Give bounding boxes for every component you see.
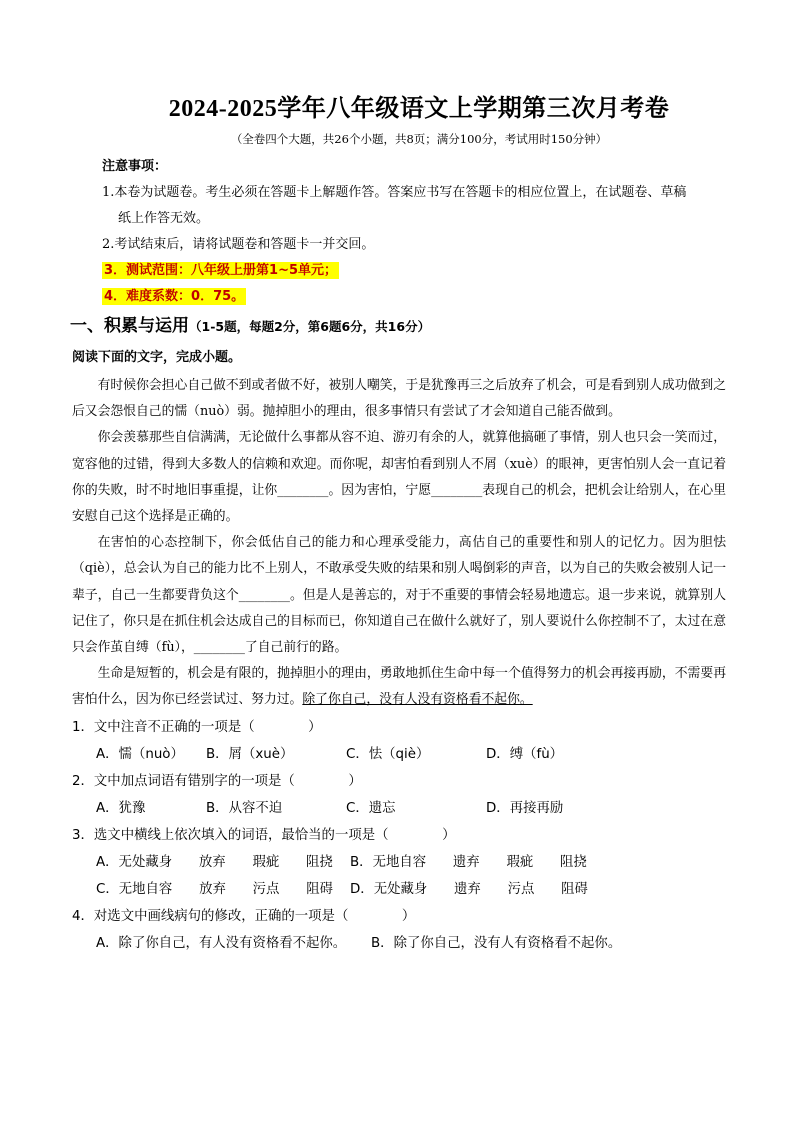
- notice-item-1: 1.本卷为试题卷。考生必须在答题卡上解题作答。答案应书写在答题卡的相应位置上，在试题卷、草稿: [102, 185, 687, 200]
- passage-paragraph-2: 你会羡慕那些自信满满，无论做什么事都从容不迫、游刃有余的人，就算他搞砸了事情，别人也只会一笑而过，宽容他的过错，得到大多数人的信赖和欢迎。而你呢，却害怕看到别人不屑（xuè）的眼神，更害怕别人会一直记着你的失败，时不时地旧事重提，让你________。因为害怕，宁愿________表现自己的机会，把机会让给别人，在心里安慰自己这个选择是正确的。: [72, 430, 726, 525]
- question-3-options-row1: [96, 849, 724, 876]
- option-b[interactable]: B．从容不迫: [206, 800, 283, 816]
- option-d[interactable]: D．无处藏身 遗弃 污点 阻碍: [350, 881, 588, 897]
- section-score-note: （1-5题，每题2分，第6题6分，共16分）: [189, 319, 431, 334]
- option-d[interactable]: D．再接再励: [486, 800, 564, 816]
- notice-item-1-cont: 纸上作答无效。: [118, 211, 210, 226]
- notice-heading: 注意事项：: [102, 159, 168, 174]
- question-1-stem: 1．文中注音不正确的一项是（ ）: [72, 719, 322, 735]
- highlight-difficulty: 4．难度系数：0．75。: [104, 289, 245, 304]
- option-c[interactable]: C．无地自容 放弃 污点 阻碍: [96, 881, 333, 897]
- question-2-stem: 2．文中加点词语有错别字的一项是（ ）: [72, 773, 362, 789]
- option-a[interactable]: A．除了你自己，有人没有资格看不起你。: [96, 935, 347, 951]
- question-1-options: [96, 741, 724, 768]
- option-c[interactable]: C．怯（qiè）: [346, 746, 430, 762]
- option-b[interactable]: B．屑（xuè）: [206, 746, 294, 762]
- exam-info: （全卷四个大题，共26个小题，共8页；满分100分，考试用时150分钟）: [230, 132, 608, 146]
- notice-item-4: [102, 284, 724, 310]
- option-d[interactable]: D．缚（fù）: [486, 746, 564, 762]
- underlined-sentence: 除了你自己，没有人没有资格看不起你。: [302, 692, 533, 708]
- option-c[interactable]: C．遗忘: [346, 800, 396, 816]
- passage-paragraph-3: 在害怕的心态控制下，你会低估自己的能力和心理承受能力，高估自己的重要性和别人的记忆力。因为胆怯（qiè），总会认为自己的能力比不上别人，不敢承受失败的结果和别人喝倒彩的声音，以为自己的失败会被别人记一辈子，自己一生都要背负这个________。但是人是善忘的，对于不重要的事情会轻易地遗忘。退一步来说，就算别人记住了，你只是在抓住机会达成自己的目标而已，你知道自己在做什么就好了，别人要说什么你控制不了，太过在意只会作茧自缚（fù），________了自己前行的路。: [72, 535, 726, 656]
- notice-item-3: [102, 258, 724, 284]
- reading-instruction: 阅读下面的文字，完成小题。: [72, 350, 242, 365]
- option-a[interactable]: A．懦（nuò）: [96, 746, 184, 762]
- question-3-stem: 3．选文中横线上依次填入的词语，最恰当的一项是（ ）: [72, 827, 456, 843]
- question-4-options: [96, 930, 724, 957]
- highlight-scope: 3．测试范围：八年级上册第1~5单元；: [104, 263, 338, 278]
- section-heading: 一、积累与运用（1-5题，每题2分，第6题6分，共16分）: [70, 316, 431, 336]
- page-title: 2024-2025学年八年级语文上学期第三次月考卷: [168, 96, 670, 122]
- passage-paragraph-4: 生命是短暂的，机会是有限的，抛掉胆小的理由，勇敢地抓住生命中每一个值得努力的机会再接再励，不需要再害怕什么，因为你已经尝试过、努力过。除了你自己，没有人没有资格看不起你。: [72, 666, 726, 708]
- question-2-options: [96, 795, 724, 822]
- option-b[interactable]: B．除了你自己，没有人有资格看不起你。: [371, 935, 622, 951]
- passage-paragraph-1: 有时候你会担心自己做不到或者做不好，被别人嘲笑，于是犹豫再三之后放弃了机会，可是看到别人成功做到之后又会怨恨自己的懦（nuò）弱。抛掉胆小的理由，很多事情只有尝试了才会知道自己能否做到。: [72, 378, 726, 420]
- notice-item-2: 2.考试结束后，请将试题卷和答题卡一并交回。: [102, 237, 375, 252]
- option-a[interactable]: A．无处藏身 放弃 瑕疵 阻挠: [96, 854, 333, 870]
- option-b[interactable]: B．无地自容 遗弃 瑕疵 阻挠: [350, 854, 587, 870]
- question-4-stem: 4．对选文中画线病句的修改，正确的一项是（ ）: [72, 908, 416, 924]
- question-3-options-row2: [96, 876, 724, 903]
- option-a[interactable]: A．犹豫: [96, 800, 146, 816]
